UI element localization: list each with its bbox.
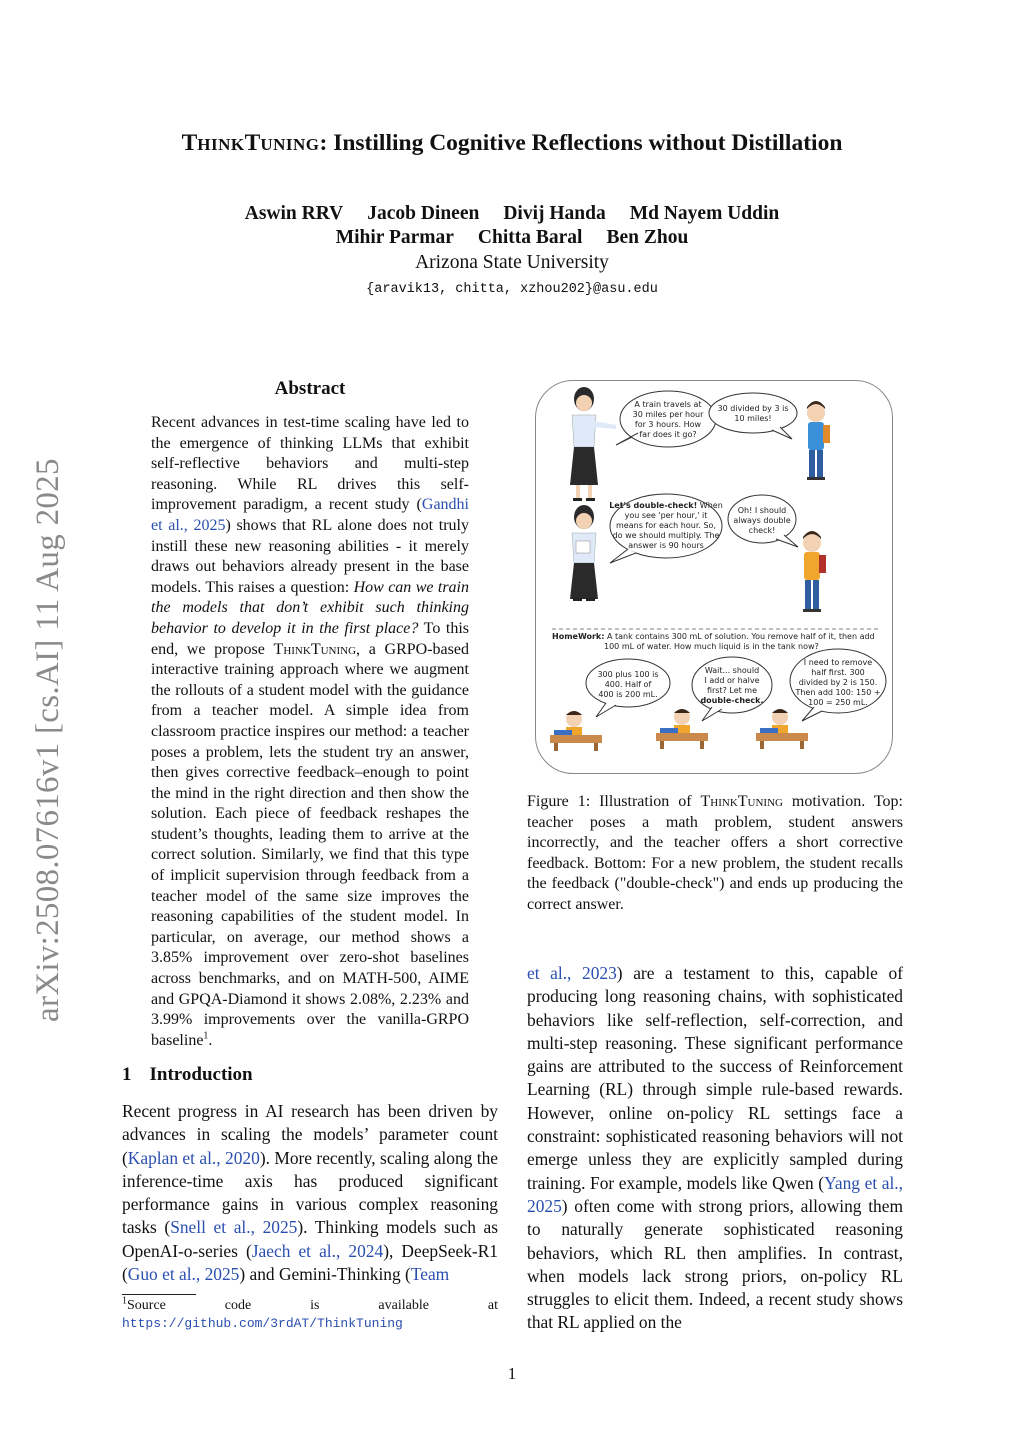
author-name: Ben Zhou: [606, 227, 689, 248]
student-illustration: [803, 531, 826, 612]
author-name: Md Nayem Uddin: [629, 203, 780, 224]
svg-text:30 divided by 3 is10 miles!: 30 divided by 3 is 10 miles!: [717, 404, 789, 423]
citation-link[interactable]: Team: [410, 1264, 450, 1285]
speech-bubble: [586, 659, 670, 717]
citation-link[interactable]: Gandhi et al., 2025: [151, 496, 469, 534]
citation-link[interactable]: Snell et al., 2025: [170, 1217, 298, 1238]
source-code-link[interactable]: https://github.com/3rdAT/ThinkTuning: [122, 1316, 403, 1331]
citation-link[interactable]: et al., 2023: [527, 963, 617, 983]
author-name: Jacob Dineen: [367, 203, 480, 224]
citation-link[interactable]: Yang et al., 2025: [527, 1172, 903, 1216]
page-number: 1: [507, 1364, 517, 1383]
arxiv-stamp: arXiv:2508.07616v1 [cs.AI] 11 Aug 2025: [30, 458, 66, 1022]
research-question: How can we train the models that don’t exhibit such thinking behavior to develop it in the first place?: [151, 578, 469, 637]
author-name: Divij Handa: [503, 203, 606, 224]
citation-link[interactable]: Guo et al., 2025: [127, 1264, 240, 1285]
svg-text:300 plus 100 is400. Half of400: 300 plus 100 is 400. Half of 400 is 200 mL.: [597, 670, 659, 699]
student-at-desk-illustration: [756, 709, 808, 749]
footnote-marker: 1: [203, 1030, 209, 1042]
student-at-desk-illustration: [550, 711, 602, 751]
author-name: Aswin RRV: [244, 203, 344, 224]
section-heading: 1 Introduction: [122, 1064, 253, 1085]
method-name: ThinkTuning: [273, 640, 357, 658]
affiliation: Arizona State University: [415, 252, 609, 273]
speech-bubble: [609, 494, 723, 563]
intro-text-right: et al., 2023) are a testament to this, capable of producing long reasoning chains, with sophisticated behaviors like self-reflection, self-correction, and multi-step reasoning. These significant performance gains are attributed to the success of Reinforcement Learning (RL) through simple rule-based rewards. However, online on-policy RL settings face a constraint: sophisticated reasoning behaviors will not emerge unless they are explicitly sampled during training. For example, models like Qwen (Yang et al., 2025) often come with strong priors, allowing them to naturally generate sophisticated reasoning behaviors, which RL then amplifies. In contrast, when models lack strong priors, on-policy RL struggles to elicit them. Indeed, a recent study shows that RL applied on the: [527, 963, 903, 1333]
author-email: {aravik13, chitta, xzhou202}@asu.edu: [366, 282, 658, 297]
svg-text:Oh! I shouldalways doublecheck: Oh! I should always double check!: [733, 506, 791, 535]
teacher-illustration: [570, 505, 598, 601]
abstract-heading: Abstract: [274, 378, 346, 399]
footnote-rule: [122, 1294, 196, 1295]
citation-link[interactable]: Kaplan et al., 2020: [127, 1147, 260, 1168]
svg-text:Let's double-check! Whenyou se: Let's double-check! When you see 'per hour,' it means for each hour. So, do we should multiply. The answer is 90 hours: [609, 501, 723, 550]
figure-1: [535, 380, 893, 774]
footnote: $^1$Source code is available at https://github.com/3rdAT/ThinkTuning: [122, 1295, 498, 1331]
svg-text:A train travels at30 miles per: A train travels at 30 miles per hour for 3 hours. How far does it go?: [632, 400, 704, 439]
speech-bubble: [728, 495, 798, 547]
speech-bubble: [616, 391, 716, 447]
svg-text:Wait... shouldI add or halvefi: Wait... should I add or halve first? Let me double-check.: [700, 666, 764, 705]
student-illustration: [807, 401, 830, 480]
abstract-text: Recent advances in test-time scaling have led to the emergence of thinking LLMs that exhibit self-reflective behaviors and multi-step reasoning. While RL drives this self-improvement paradigm, a recent study (Gandhi et al., 2025) shows that RL alone does not truly instill these new reasoning abilities - it merely draws out behaviors already present in the base models. This raises a question: How can we train the models that don’t exhibit such thinking behavior to develop it in the first place? To this end, we propose ThinkTuning, a GRPO-based interactive training approach where we augment the rollouts of a student model with the guidance from a teacher model. A simple idea from classroom practice inspires our method: a teacher poses a problem, lets the student try an answer, then gives corrective feedback–enough to point the mind in the right direction and then show the solution. Each piece of feedback reshapes the student’s thoughts, leading them to arrive at the correct solution. Similarly, we find that this type of implicit supervision through feedback from a teacher model of the same size improves the reasoning capabilities of the student model. In particular, on average, our method shows a 3.85% improvement over zero-shot baselines across benchmarks, and on MATH-500, AIME and GPQA-Diamond it shows 2.08%, 2.23% and 3.99% improvements over the vanilla-GRPO baseline$^1$.: [151, 414, 470, 1049]
figure-caption: Figure 1: Illustration of ThinkTuning motivation. Top: teacher poses a math problem, student answers incorrectly, and the teacher offers a short corrective feedback. Bottom: For a new problem, the student recalls the feedback ("double-check") and ends up producing the correct answer.: [527, 793, 903, 913]
homework-text: HomeWork: A tank contains 300 mL of solution. You remove half of it, then add 100 mL of water. How much liquid is in the tank now?: [552, 632, 875, 651]
author-name: Mihir Parmar: [335, 227, 454, 248]
paper-title: THINKTUNING: Instilling Cognitive Reflections without Distillation: [181, 130, 843, 156]
speech-bubble: [709, 393, 797, 439]
intro-text-left: Recent progress in AI research has been driven by advances in scaling the models’ parameter count (Kaplan et al., 2020). More recently, scaling along the inference-time axis has produced significant performance gains in various complex reasoning tasks (Snell et al., 2025). Thinking models such as OpenAI-o-series (Jaech et al., 2024), DeepSeek-R1 (Guo et al., 2025) and Gemini-Thinking (Team: [122, 1101, 499, 1285]
author-line-1: [0, 203, 1024, 225]
svg-text:I need to removehalf first. 30: I need to remove half first. 300 divided by 2 is 150. Then add 100: 150 + 100 = 250 mL.: [795, 658, 881, 707]
teacher-illustration: [570, 387, 616, 501]
speech-bubble: [692, 657, 772, 721]
author-name: Chitta Baral: [477, 227, 583, 248]
speech-bubble: [790, 649, 886, 721]
author-line-2: [0, 227, 1024, 249]
student-at-desk-illustration: [656, 709, 708, 749]
citation-link[interactable]: Jaech et al., 2024: [251, 1240, 384, 1261]
